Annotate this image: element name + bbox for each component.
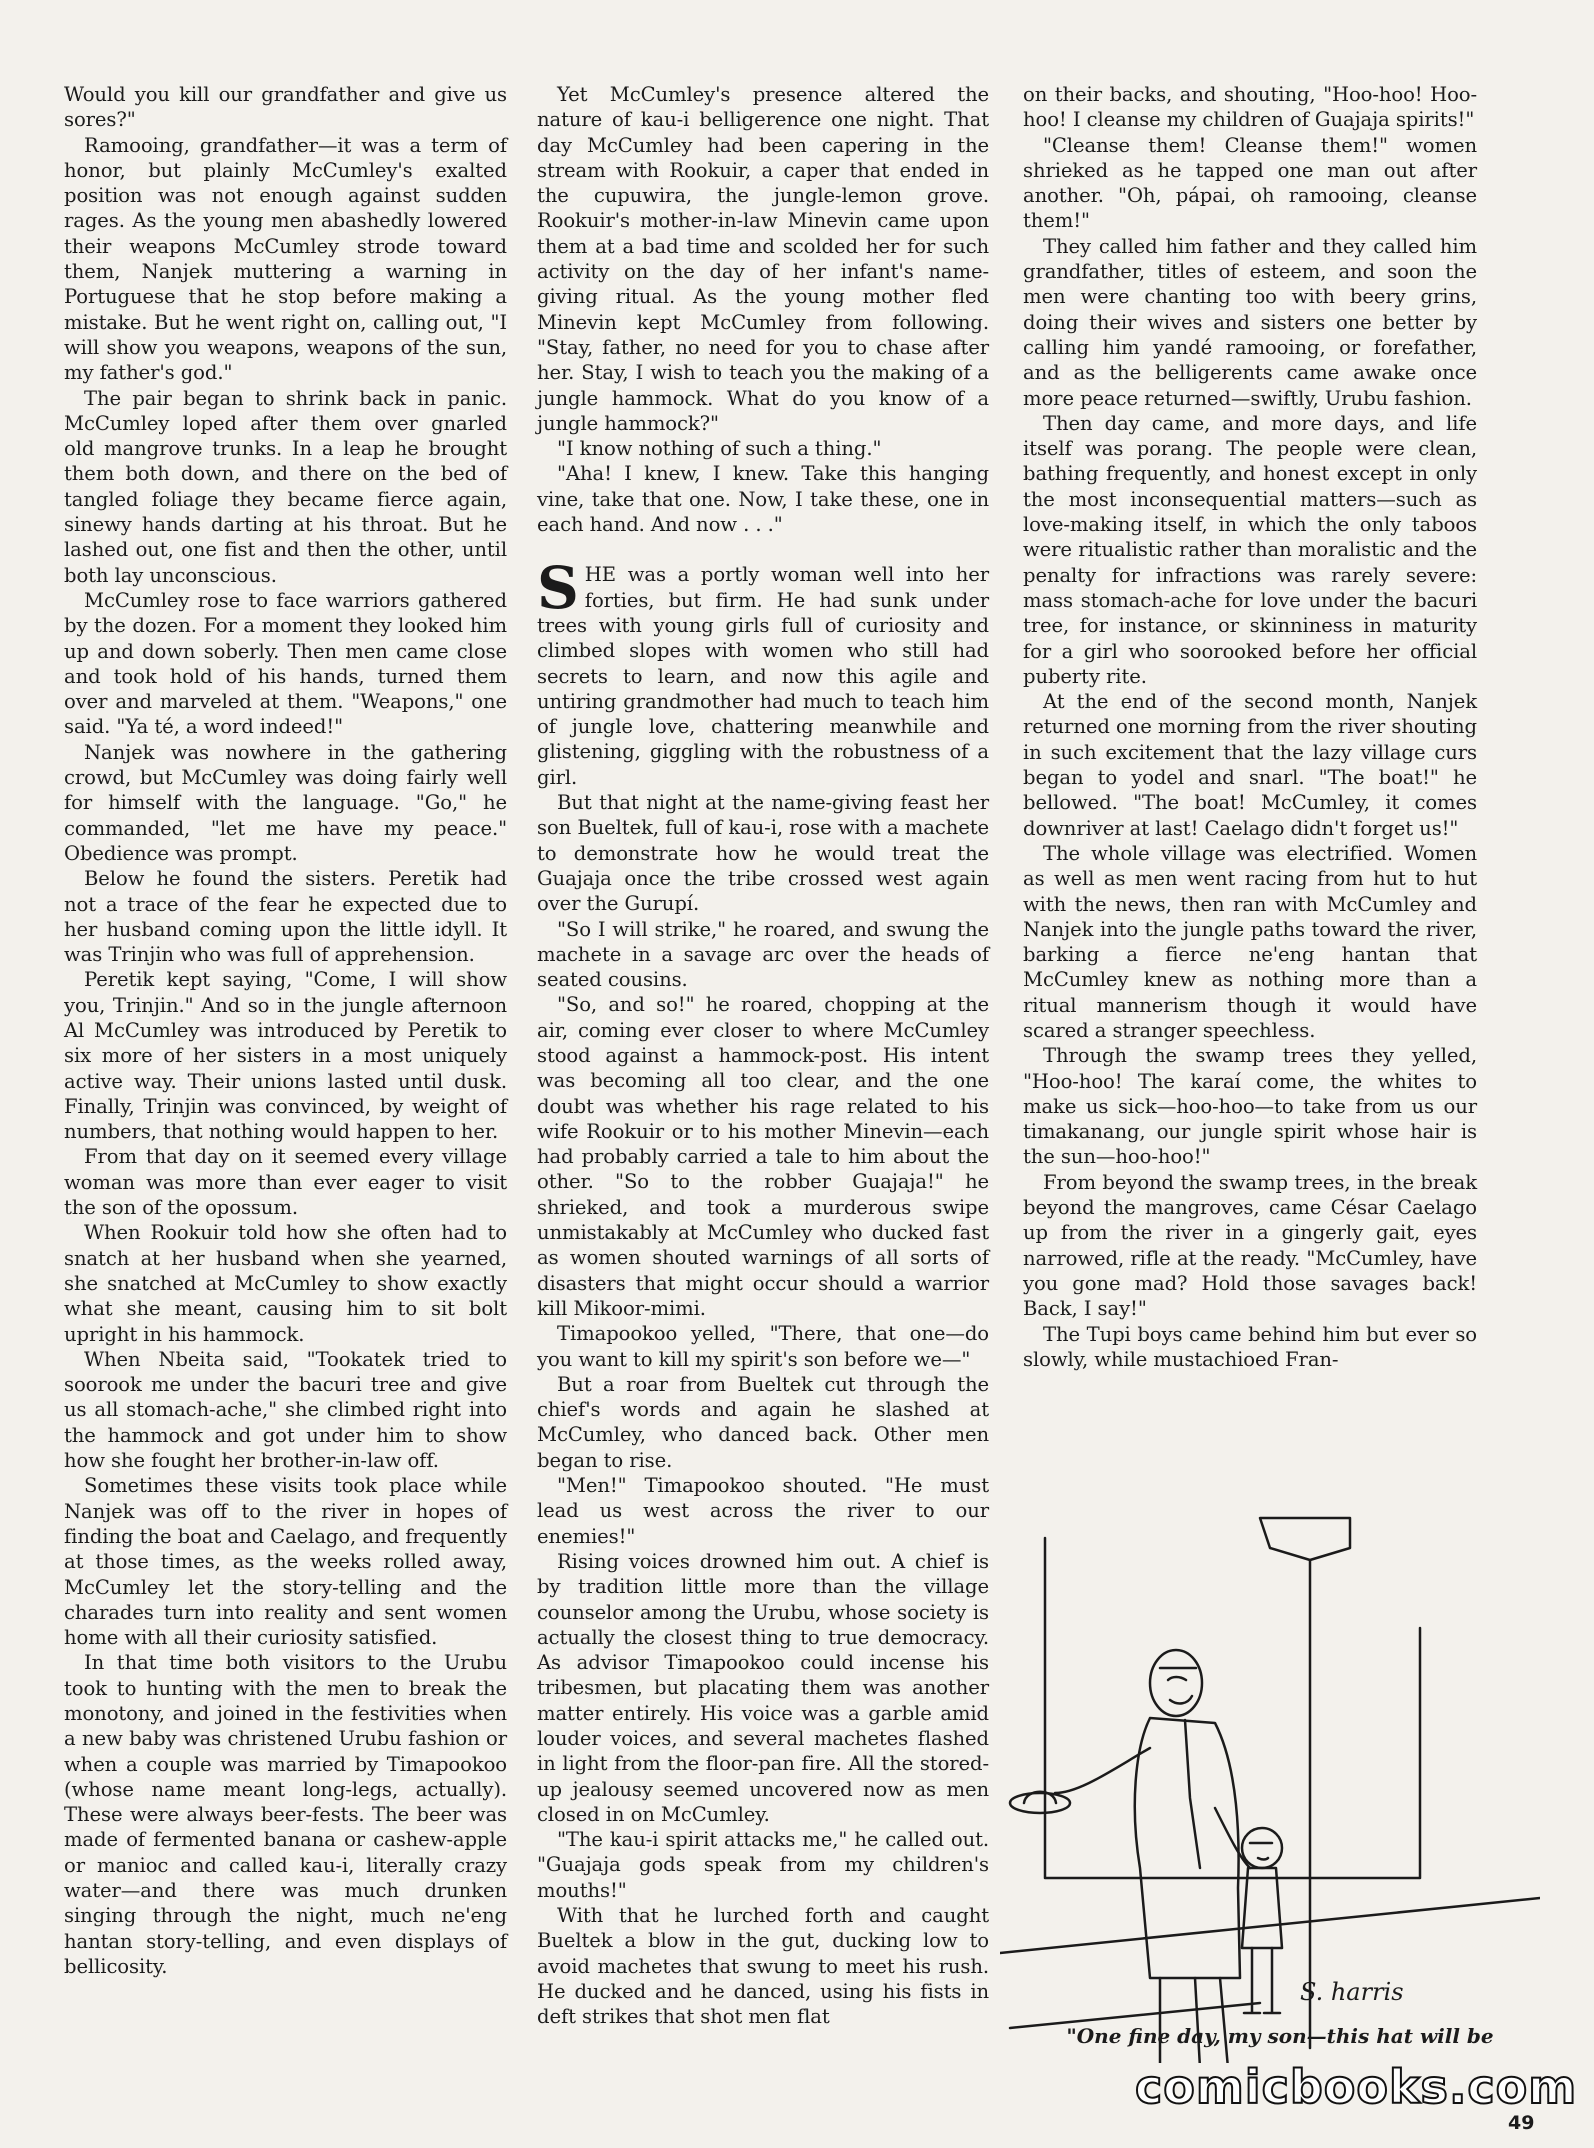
paragraph: In that time both visitors to the Urubu took to hunting with the men to break the monotony, and joined in the festivities when a new baby was christened Urubu fashion or when a couple was married by Timapookoo (whose name meant long-legs, actually). These were always beer-fests. The beer was made of fermented banana or cashew-apple or manioc and called kau-i, literally crazy water—and there was much drunken singing through the night, much ne'eng hantan story-telling, and even displays of bellicosity. [64,1651,507,1978]
paragraph: Timapookoo yelled, "There, that one—do you want to kill my spirit's son before we—" [537,1322,989,1371]
paragraph: But that night at the name-giving feast her son Bueltek, full of kau-i, rose with a machete to demonstrate how he would treat the Guajaja once the tribe crossed west again over the Gurupí. [537,791,989,916]
paragraph: Through the swamp trees they yelled, "Hoo-hoo! The karaí come, the whites to make us sick—hoo-hoo—to take from us our timakanang, our jungle spirit whose hair is the sun—hoo-hoo!" [1023,1044,1477,1169]
text-column-2 [537,82,989,2030]
paragraph: With that he lurched forth and caught Bueltek a blow in the gut, ducking low to avoid machetes that swung to meet his rush. He ducked and he danced, using his fists in deft strikes that shot men flat [537,1904,989,2029]
paragraph: Ramooing, grandfather—it was a term of honor, but plainly McCumley's exalted position was not enough against sudden rages. As the young men abashedly lowered their weapons McCumley strode toward them, Nanjek muttering a warning in Portuguese that he stop before making a mistake. But he went right on, calling out, "I will show you weapons, weapons of the sun, my father's god." [64,133,507,385]
paragraph: "Men!" Timapookoo shouted. "He must lead us west across the river to our enemies!" [537,1474,989,1548]
paragraph: "Cleanse them! Cleanse them!" women shrieked as he tapped one man out after another. "Oh, pápai, oh ramooing, cleanse them!" [1023,133,1477,233]
paragraph: Peretik kept saying, "Come, I will show you, Trinjin." And so in the jungle afternoon Al McCumley was introduced by Peretik to six more of her sisters in a most uniquely active way. Their unions lasted until dusk. Finally, Trinjin was convinced, by weight of numbers, that nothing would happen to her. [64,968,507,1144]
paragraph: "The kau-i spirit attacks me," he called out. "Guajaja gods speak from my children's mouths!" [537,1828,989,1902]
father-legs [1160,1978,1228,2063]
cartoonist-signature: S. harris [1300,1978,1404,2006]
cartoon-illustration [1000,1508,1540,2063]
paragraph: They called him father and they called him grandfather, titles of esteem, and soon the men were chanting too with beery grins, doing their wives and sisters one better by calling him yandé ramooing, or forefather, and as the belligerents came awake once more peace returned—swiftly, Urubu fashion. [1023,234,1477,410]
paragraph: The whole village was electrified. Women as well as men went racing from hut to hut with the news, then ran with McCumley and Nanjek into the jungle paths toward the river, barking a fierce ne'eng hantan that McCumley knew as nothing more than a ritual mannerism though it would have scared a stranger speechless. [1023,841,1477,1042]
paragraph: Yet McCumley's presence altered the nature of kau-i belligerence one night. That day McCumley had been capering in the stream with Rookuir, a caper that ended in the cupuwira, the jungle-lemon grove. Rookuir's mother-in-law Minevin came upon them at a bad time and scolded her for such activity on the day of her infant's name-giving ritual. As the young mother fled Minevin kept McCumley from following. "Stay, father, no need for you to chase after her. Stay, I wish to teach you the making of a jungle hammock. What do you know of a jungle hammock?" [537,83,989,435]
paragraph: "So, and so!" he roared, chopping at the air, coming ever closer to where McCumley stood against a hammock-post. His intent was becoming all too clear, and the one doubt was whether his rage related to his wife Rookuir or to his mother Minevin—each had probably carried a tale to him about the other. "So to the robber Guajaja!" he shrieked, and took a murderous swipe unmistakably at McCumley who ducked fast as women shouted warnings of all sorts of disasters that might occur should a warrior kill Mikoor-mimi. [537,993,989,1320]
paragraph: From that day on it seemed every village woman was more than ever eager to visit the son of the opossum. [64,1145,507,1220]
paragraph: At the end of the second month, Nanjek returned one morning from the river shouting in such excitement that the lazy village curs began to yodel and snarl. "The boat!" he bellowed. "The boat! McCumley, it comes downriver at last! Caelago didn't forget us!" [1023,690,1477,840]
wall-outline [1045,1538,1420,1878]
father-head [1150,1650,1202,1716]
section-opening-paragraph [537,554,989,790]
paragraph: When Rookuir told how she often had to snatch at her husband when she yearned, she snatched at McCumley to show exactly what she meant, causing him to sit bolt upright in his hammock. [64,1221,507,1346]
paragraph: The Tupi boys came behind him but ever so slowly, while mustachioed Fran- [1023,1322,1477,1371]
paragraph: Below he found the sisters. Peretik had not a trace of the fear he expected due to her husband coming upon the little idyll. It was Trinjin who was full of apprehension. [64,867,507,967]
drop-cap: S [537,554,579,623]
boy-head [1242,1828,1282,1868]
signpost [1260,1518,1350,2048]
paragraph: Nanjek was nowhere in the gathering crowd, but McCumley was doing fairly well for himself with the language. "Go," he commanded, "let me have my peace." Obedience was prompt. [64,740,507,865]
paragraph: "I know nothing of such a thing." [557,437,882,461]
boy-body [1242,1868,1282,1948]
hat [1010,1793,1070,1813]
paragraph: When Nbeita said, "Tookatek tried to soorook me under the bacuri tree and give us all stomach-ache," she climbed right into the hammock and got under him to show how she fought her brother-in-law off. [64,1347,507,1473]
paragraph: Then day came, and more days, and life itself was porang. The people were clean, bathing frequently, and honest except in only the most inconsequential matters—such as love-making itself, in which the only taboos were ritualistic rather than moralistic and the penalty for infractions was rarely severe: mass stomach-ache for love under the bacuri tree, for instance, or skinniness in maturity for a girl who soorooked before her official puberty rite. [1023,411,1477,688]
sidewalk-line [1000,1898,1540,1953]
paragraph: From beyond the swamp trees, in the break beyond the mangroves, came César Caelago up from the river in a gingerly gait, eyes narrowed, rifle at the ready. "McCumley, have you gone mad? Hold those savages back! Back, I say!" [1023,1170,1477,1321]
paragraph: Rising voices drowned him out. A chief is by tradition little more than the village counselor among the Urubu, whose society is actually the closest thing to true democracy. As advisor Timapookoo could incense his tribesmen, but placating them was another matter entirely. His voice was a garble amid louder voices, and several machetes flashed in light from the floor-pan fire. All the stored-up jealousy seemed uncovered now as men closed in on McCumley. [537,1549,989,1826]
paragraph: The pair began to shrink back in panic. McCumley loped after them over gnarled old mangrove trunks. In a leap he brought them both down, and there on the bed of tangled foliage they became fierce again, sinewy hands darting at his throat. But he lashed out, one fist and then the other, until both lay unconscious. [64,386,507,587]
paragraph: on their backs, and shouting, "Hoo-hoo! Hoo-hoo! I cleanse my children of Guajaja spirits!" [1023,83,1477,132]
paragraph-body: was a portly woman well into her forties, but firm. He had sunk under trees with young girls full of curiosity and climbed slopes with women who still had secrets to learn, and now this agile and untiring grandmother had much to teach him of jungle love, chattering meanwhile and glistening, giggling with the robustness of a girl. [537,563,989,789]
text-column-1 [64,82,507,1979]
text-column-3 [1023,82,1477,1372]
lead-in: HE [584,563,616,587]
paragraph: Would you kill our grandfather and give us sores?" [64,83,507,132]
cartoon-caption: "One fine day, my son—this hat will be [1066,2024,1494,2048]
paragraph: Sometimes these visits took place while Nanjek was off to the river in hopes of finding the boat and Caelago, and frequently at those times, as the weeks rolled away, McCumley let the story-telling and the charades turn into reality and sent women home with all their curiosity satisfied. [64,1474,507,1650]
page-number: 49 [1508,2112,1535,2134]
paragraph: McCumley rose to face warriors gathered by the dozen. For a moment they looked him up and down soberly. Then men came close and took hold of his hands, turned them over and marveled at them. "Weapons," one said. "Ya té, a word indeed!" [64,588,507,739]
watermark-logo: comicbooks.com [1135,2060,1578,2114]
paragraph: "So I will strike," he roared, and swung the machete in a savage arc over the heads of seated cousins. [537,917,989,992]
paragraph: "Aha! I knew, I knew. Take this hanging vine, take that one. Now, I take these, one in each hand. And now . . ." [537,462,989,537]
paragraph: But a roar from Bueltek cut through the chief's words and again he slashed at McCumley, who danced back. Other men began to rise. [537,1372,989,1472]
